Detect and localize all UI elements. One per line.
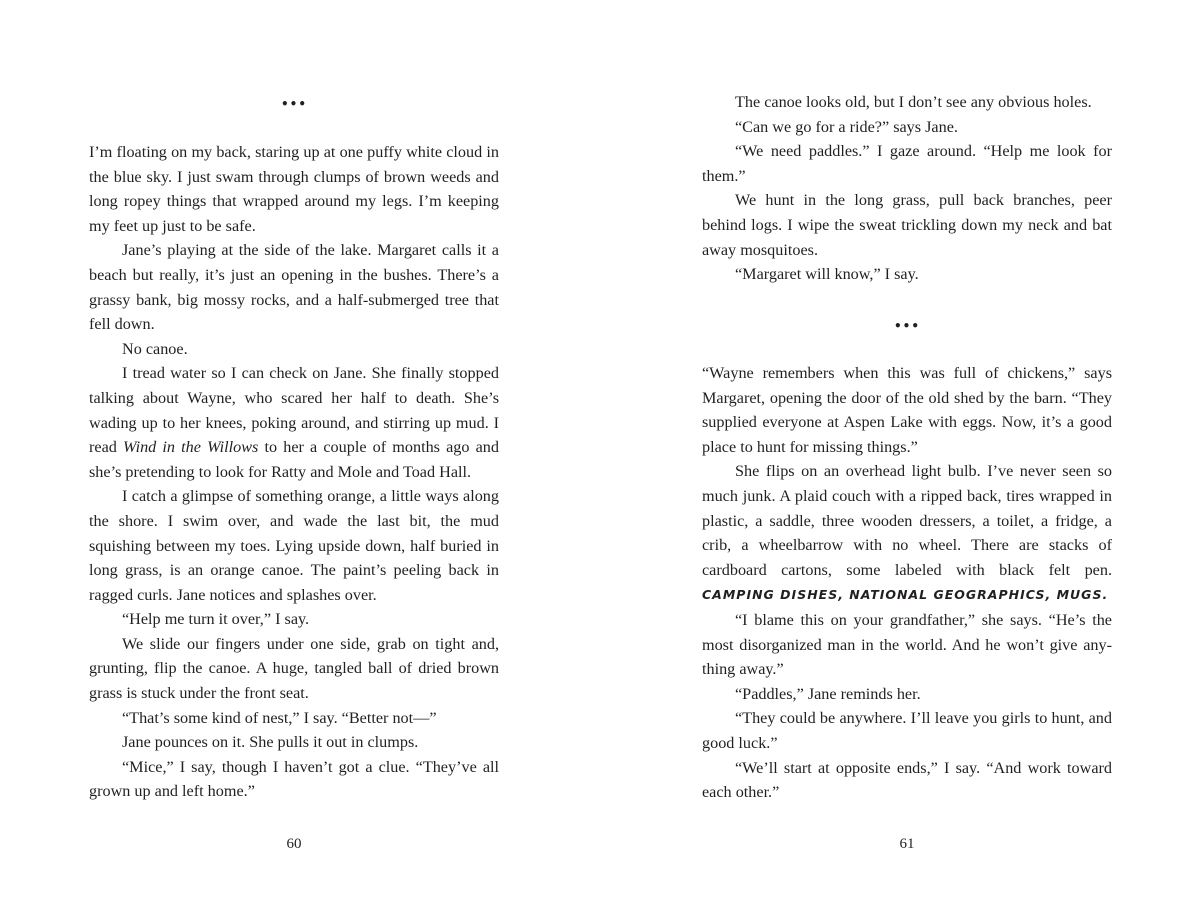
paragraph [702, 459, 1112, 608]
paragraph: “Paddles,” Jane reminds her. [735, 684, 921, 703]
paragraph: Jane pounces on it. She pulls it out in clumps. [122, 733, 419, 752]
paragraph: “They could be anywhere. I’ll leave you girls to hunt, and good luck.” [702, 709, 1112, 752]
paragraph: “Mice,” I say, though I haven’t got a clue. “They’ve all grown up and left home.” [89, 757, 499, 801]
paragraph: We slide our fingers under one side, grab on tight and, grunting, flip the canoe. A huge, tangled ball of dried brown grass is stuck under the front seat. [89, 634, 499, 703]
paragraph: Jane’s playing at the side of the lake. Margaret calls it a beach but really, it’s just an opening in the bushes. There’s a grassy bank, big mossy rocks, and a half-submerged tree that fell down. [89, 241, 499, 334]
paragraph: No canoe. [122, 339, 188, 358]
paragraph: I catch a glimpse of something orange, a little ways along the shore. I swim over, and wade the last bit, the mud squishing between my toes. Lying upside down, half buried in long grass, is an orange canoe. The paint’s peeling back in ragged curls. Jane notices and splashes over. [89, 487, 499, 604]
paragraph: “I blame this on your grandfather,” she says. “He’s the most disorganized man in the world. And he won’t give any-thing away.” [702, 610, 1112, 679]
page-number: 60 [286, 836, 302, 852]
right-page-text-bottom [702, 361, 1112, 805]
scene-break: ••• [893, 319, 920, 333]
paragraph: I’m floating on my back, staring up at one puffy white cloud in the blue sky. I just swam through clumps of brown weeds and long ropey things that wrapped around my legs. I’m keeping my feet up just to be safe. [89, 143, 499, 235]
right-page-text-top [702, 90, 1112, 287]
paragraph: “We need paddles.” I gaze around. “Help me look for them.” [702, 142, 1112, 185]
left-page [89, 0, 499, 900]
paragraph: The canoe looks old, but I don’t see any obvious holes. [735, 93, 1092, 111]
paragraph-text: I tread water so I can check on Jane. She finally stopped talking about Wayne, who scared her half to death. She’s wading up to her knees, poking around, and stirring up mud. I read [89, 364, 499, 457]
handwritten-label: CAMPING DISHES, NATIONAL GEOGRAPHICS, MUGS. [702, 587, 1109, 603]
paragraph: “That’s some kind of nest,” I say. “Better not—” [122, 708, 437, 727]
left-page-text [89, 140, 499, 804]
page-number: 61 [899, 836, 915, 852]
paragraph: “Can we go for a ride?” says Jane. [735, 117, 958, 136]
paragraph-text: She flips on an overhead light bulb. I’ve never seen so much junk. A plaid couch with a ripped back, tires wrapped in plastic, a saddle, three wooden dressers, a toilet, a fridge, a crib, a wheelbarrow with no wheel. There are stacks of cardboard cartons, some labeled with black felt pen. [702, 462, 1112, 579]
paragraph: “Help me turn it over,” I say. [122, 610, 310, 629]
paragraph [89, 361, 499, 484]
paragraph-text: to her a couple of months ago and she’s pretending to look for Ratty and Mole and Toad Hall. [89, 438, 499, 481]
scene-break: ••• [280, 97, 307, 111]
paragraph: “Margaret will know,” I say. [735, 265, 919, 284]
book-title: Wind in the Willows [123, 438, 259, 457]
right-page [702, 0, 1112, 900]
paragraph: “We’ll start at opposite ends,” I say. “And work toward each other.” [702, 758, 1112, 802]
paragraph: “Wayne remembers when this was full of chickens,” says Margaret, opening the door of the old shed by the barn. “They supplied everyone at Aspen Lake with eggs. Now, it’s a good place to hunt for missing things.” [702, 364, 1112, 456]
paragraph: We hunt in the long grass, pull back branches, peer behind logs. I wipe the sweat trickling down my neck and bat away mosquitoes. [702, 191, 1112, 259]
